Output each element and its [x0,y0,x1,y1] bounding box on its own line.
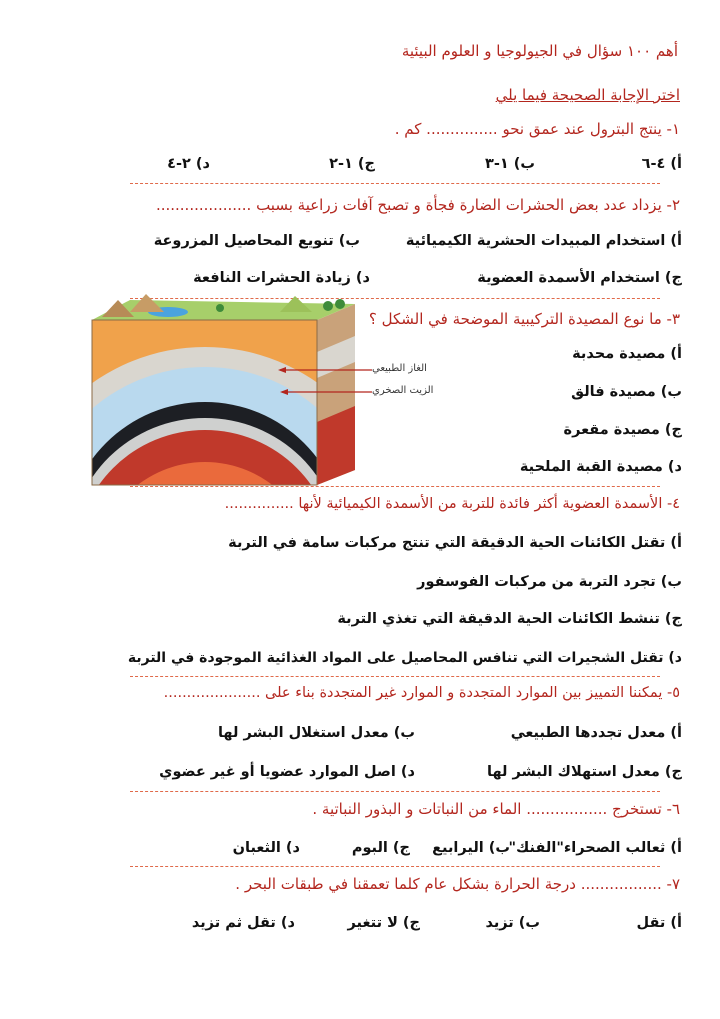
q4-option-b[interactable]: ب) تجرد التربة من مركبات الفوسفور [417,574,682,590]
anticline-trap-figure [90,282,434,492]
q3-option-b[interactable]: ب) مصيدة فالق [571,384,682,400]
divider [130,486,660,487]
q4-option-d[interactable]: د) تقتل الشجيرات التي تنافس المحاصيل على المواد الغذائية الموجودة في التربة [127,650,682,666]
tree-icon [323,301,333,311]
divider [130,676,660,677]
q5-option-c[interactable]: ج) معدل استهلاك البشر لها [487,764,682,780]
question-4: ٤- الأسمدة العضوية أكثر فائدة للتربة من الأسمدة الكيميائية لأنها ............... [224,496,680,512]
question-3: ٣- ما نوع المصيدة التركيبية الموضحة في الشكل ؟ [368,310,680,328]
q3-option-c[interactable]: ج) مصيدة مقعرة [563,422,682,438]
q6-option-b[interactable]: ب) اليرابيع [432,840,510,856]
tree-icon [216,304,224,312]
q2-option-b[interactable]: ب) تنويع المحاصيل المزروعة [153,233,360,249]
q5-option-b[interactable]: ب) معدل استغلال البشر لها [217,725,415,741]
q6-option-d[interactable]: د) الثعبان [232,840,300,856]
q2-option-d[interactable]: د) زيادة الحشرات النافعة [193,270,370,286]
q2-option-c[interactable]: ج) استخدام الأسمدة العضوية [477,270,682,286]
question-1: ١- ينتج البترول عند عمق نحو ............... كم . [394,120,680,138]
question-7: ٧- ................. درجة الحرارة بشكل عام كلما تعمقنا في طبقات البحر . [235,875,680,893]
q7-option-a[interactable]: أ) تقل [636,915,682,931]
question-6: ٦- تستخرج ................. الماء من النباتات و البذور النباتية . [312,800,680,818]
q6-option-a[interactable]: أ) ثعالب الصحراء"الفنك" [508,840,682,856]
oil-shale-label: الزيت الصخري [372,385,434,396]
question-5: ٥- يمكننا التمييز بين الموارد المتجددة و الموارد غير المتجددة بناء على ..................... [163,685,680,701]
question-2: ٢- يزداد عدد بعض الحشرات الضارة فجأة و تصبح آفات زراعية بسبب .................... [155,196,680,214]
q2-option-a[interactable]: أ) استخدام المبيدات الحشرية الكيميائية [405,233,682,249]
divider [130,791,660,792]
q4-option-a[interactable]: أ) تقتل الكائنات الحية الدقيقة التي تنتج مركبات سامة في التربة [228,535,682,551]
q7-option-d[interactable]: د) تقل ثم تزيد [191,915,295,931]
tree-icon [335,299,345,309]
q3-option-a[interactable]: أ) مصيدة محدبة [572,346,682,362]
q7-option-c[interactable]: ج) لا تتغير [347,915,420,931]
divider [130,183,660,184]
q1-option-c[interactable]: ج) ١-٢ [329,156,375,172]
worksheet-title: أهم ١٠٠ سؤال في الجيولوجيا و العلوم البيئية [401,42,678,60]
q5-option-d[interactable]: د) اصل الموارد عضويا أو غير عضوي [159,764,415,780]
instruction-heading: اختر الإجابة الصحيحة فيما يلي [495,86,680,104]
divider [130,866,660,867]
trap-diagram-svg [90,282,390,492]
gas-label: الغاز الطبيعي [372,363,427,374]
q1-option-a[interactable]: أ) ٤-٦ [641,156,682,172]
q5-option-a[interactable]: أ) معدل تجددها الطبيعي [510,725,682,741]
q6-option-c[interactable]: ج) البوم [351,840,410,856]
q3-option-d[interactable]: د) مصيدة القبة الملحية [519,459,682,475]
q1-option-d[interactable]: د) ٢-٤ [167,156,210,172]
q4-option-c[interactable]: ج) تنشط الكائنات الحية الدقيقة التي تغذي التربة [337,611,682,627]
q1-option-b[interactable]: ب) ١-٣ [485,156,535,172]
q7-option-b[interactable]: ب) تزيد [485,915,540,931]
layer-yellow [110,487,300,492]
